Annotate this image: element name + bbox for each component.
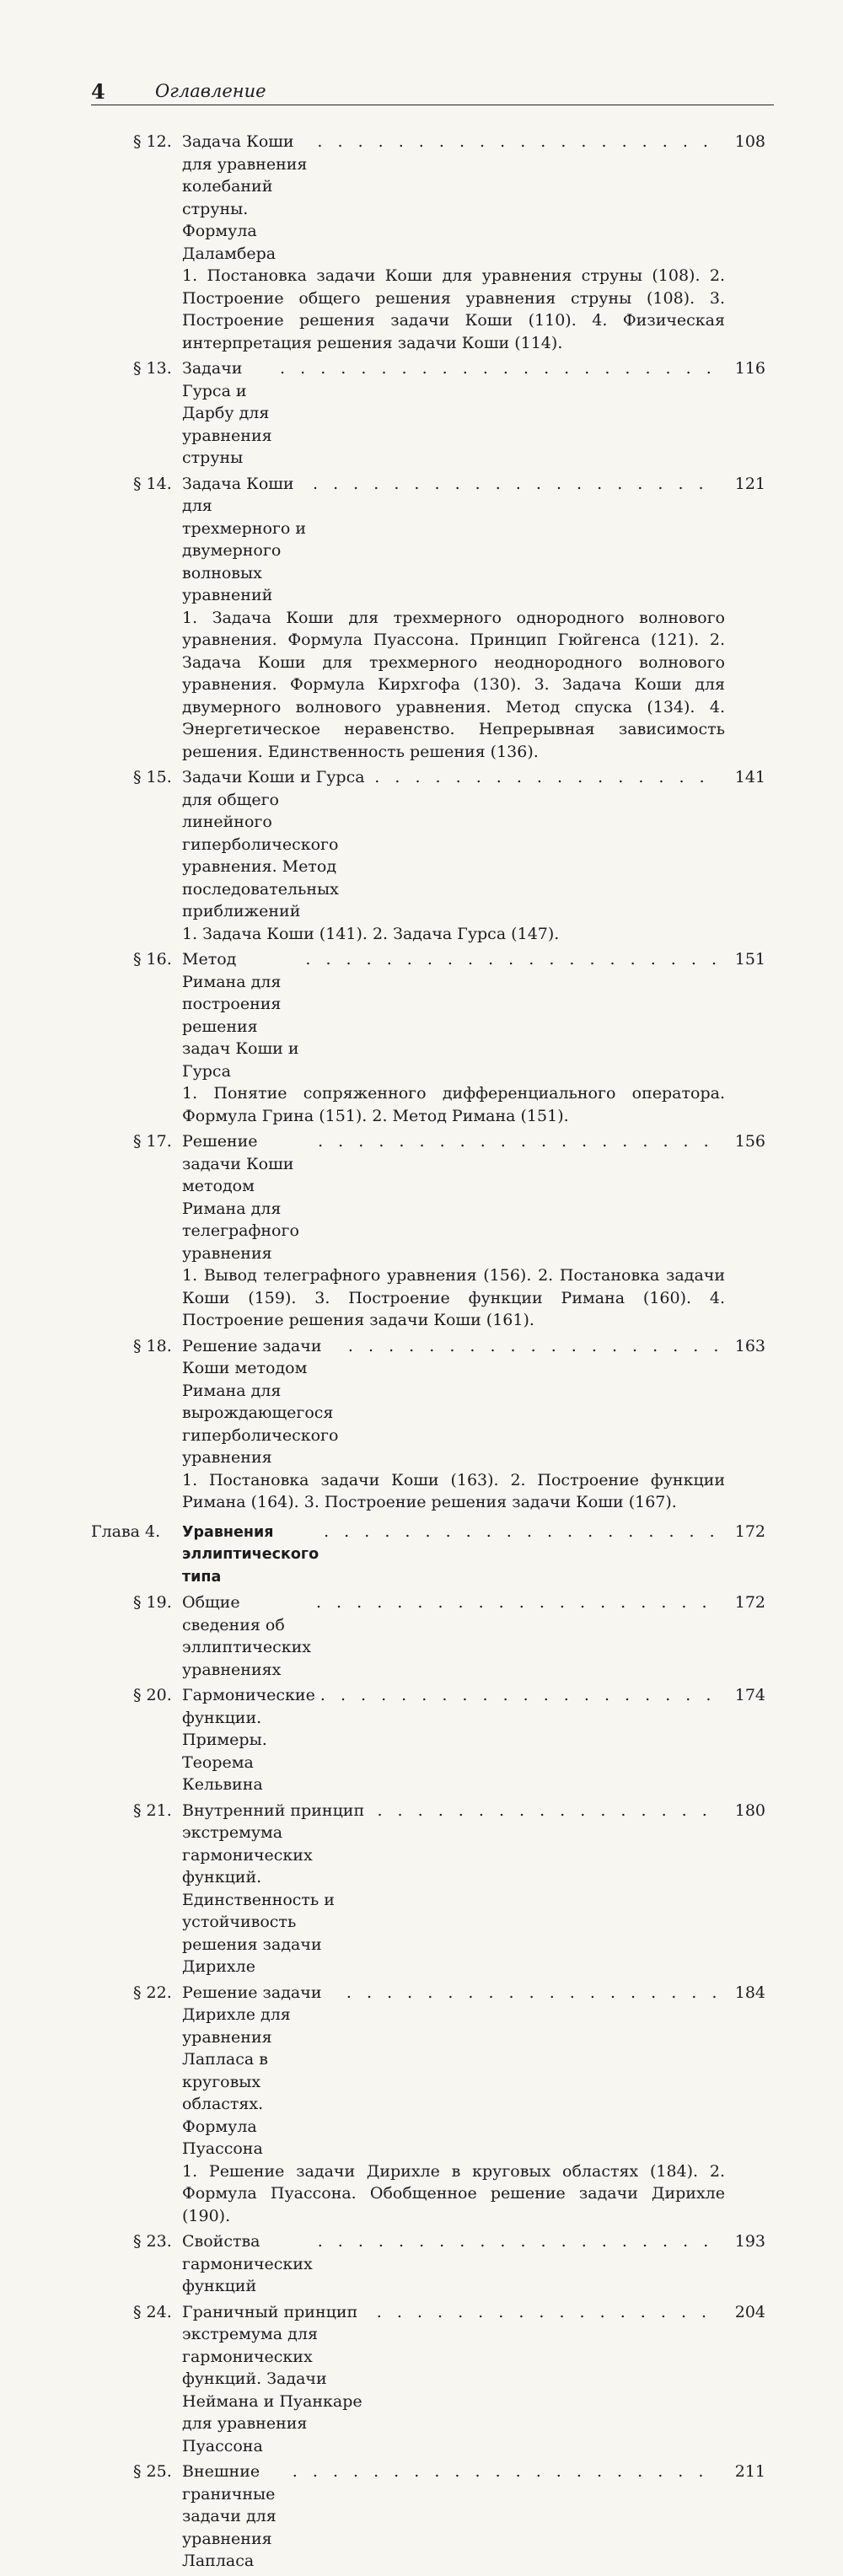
section-number: § 22. bbox=[133, 1983, 172, 2002]
table-of-contents bbox=[91, 131, 765, 2576]
subsection-list: 1. Постановка задачи Коши (163). 2. Построение функции Римана (164). 3. Построение решения задачи Коши (167). bbox=[182, 1470, 725, 1511]
section-page: 172 bbox=[734, 1593, 765, 1612]
section-page: 163 bbox=[734, 1336, 765, 1355]
toc-entry bbox=[91, 2301, 765, 2458]
section-page: 193 bbox=[734, 2232, 765, 2251]
subsection-list: 1. Задача Коши для трехмерного однородного волнового уравнения. Формула Пуассона. Принцип Гюйгенса (121). 2. Задача Коши для трехмерного неоднородного волнового уравнения. Формула Кирхгофа (130). 3. Задача Коши для двумерного волнового уравнения. Метод спуска (134). 4. Энергетическое неравенство. Непрерывная зависимость решения. Единственность решения (136). bbox=[182, 608, 725, 761]
subsection-list: 1. Решение задачи Дирихле в круговых областях (184). 2. Формула Пуассона. Обобщенное решение задачи Дирихле (190). bbox=[182, 2161, 725, 2225]
section-title: Свойства гармонических функций bbox=[182, 2232, 313, 2295]
toc-entry bbox=[91, 1130, 765, 1332]
toc-entry bbox=[91, 1982, 765, 2228]
running-title: Оглавление bbox=[155, 81, 266, 101]
toc-entry bbox=[91, 2230, 765, 2298]
section-title: Задача Коши для уравнения колебаний струны. Формула Даламбера bbox=[182, 132, 308, 263]
page-number: 4 bbox=[91, 79, 105, 104]
toc-entry bbox=[91, 948, 765, 1127]
subsection-list: 1. Задача Коши (141). 2. Задача Гурса (147). bbox=[182, 924, 560, 943]
section-title: Внешние граничные задачи для уравнения Лапласа bbox=[182, 2462, 277, 2570]
toc-entry bbox=[91, 131, 765, 354]
subsection-list: 1. Постановка задачи Коши для уравнения струны (108). 2. Построение общего решения уравнения струны (108). 3. Построение решения задачи Коши (110). 4. Физическая интерпретация решения задачи Коши (114). bbox=[182, 266, 725, 352]
toc-entry bbox=[91, 1335, 765, 1514]
section-number: § 17. bbox=[133, 1132, 172, 1151]
section-number: § 16. bbox=[133, 950, 172, 969]
toc-entry bbox=[91, 2461, 765, 2573]
section-number: § 12. bbox=[133, 132, 172, 151]
section-number: § 21. bbox=[133, 1801, 172, 1820]
section-title: Решение задачи Коши методом Римана для телеграфного уравнения bbox=[182, 1132, 299, 1263]
section-title: Гармонические функции. Примеры. Теорема Кельвина bbox=[182, 1686, 315, 1794]
section-page: 151 bbox=[734, 950, 765, 969]
section-title: Общие сведения об эллиптических уравнениях bbox=[182, 1593, 311, 1679]
toc-entry bbox=[91, 357, 765, 470]
section-page: 180 bbox=[734, 1801, 765, 1820]
section-number: § 13. bbox=[133, 359, 172, 378]
section-page: 184 bbox=[734, 1983, 765, 2002]
section-number: § 20. bbox=[133, 1686, 172, 1704]
section-title: Решение задачи Дирихле для уравнения Лапласа в круговых областях. Формула Пуассона bbox=[182, 1983, 322, 2158]
toc-entry bbox=[91, 1591, 765, 1681]
section-number: § 23. bbox=[133, 2232, 172, 2251]
section-title: Решение задачи Коши методом Римана для вырождающегося гиперболического уравнения bbox=[182, 1336, 339, 1467]
chapter-title: Уравнения эллиптического типа bbox=[182, 1523, 319, 1586]
section-page: 174 bbox=[734, 1686, 765, 1704]
section-number: § 14. bbox=[133, 474, 172, 493]
section-title: Внутренний принцип экстремума гармонических функций. Единственность и устойчивость решения задачи Дирихле bbox=[182, 1801, 365, 1976]
section-page: 141 bbox=[734, 768, 765, 786]
toc-entry bbox=[91, 766, 765, 945]
toc-entry bbox=[91, 1800, 765, 1978]
section-number: § 25. bbox=[133, 2462, 172, 2481]
section-page: 121 bbox=[734, 474, 765, 493]
section-number: § 18. bbox=[133, 1336, 172, 1355]
chapter-number: Глава 4. bbox=[91, 1521, 161, 1541]
toc-entry bbox=[91, 473, 765, 764]
toc-chapter bbox=[91, 1521, 765, 1589]
section-number: § 19. bbox=[133, 1593, 172, 1612]
section-page: 156 bbox=[734, 1132, 765, 1151]
section-page: 108 bbox=[734, 132, 765, 151]
section-page: 211 bbox=[734, 2462, 765, 2481]
subsection-list: 1. Вывод телеграфного уравнения (156). 2. Постановка задачи Коши (159). 3. Построение функции Римана (160). 4. Построение решения задачи Коши (161). bbox=[182, 1266, 725, 1329]
section-title: Задачи Гурса и Дарбу для уравнения струны bbox=[182, 359, 272, 467]
running-header bbox=[91, 78, 774, 105]
section-title: Граничный принцип экстремума для гармонических функций. Задачи Неймана и Пуанкаре для уравнения Пуассона bbox=[182, 2302, 362, 2455]
section-number: § 24. bbox=[133, 2302, 172, 2321]
toc-entry bbox=[91, 1684, 765, 1796]
subsection-list: 1. Понятие сопряженного дифференциального оператора. Формула Грина (151). 2. Метод Римана (151). bbox=[182, 1084, 725, 1125]
section-page: 116 bbox=[734, 359, 765, 378]
section-title: Метод Римана для построения решения задач Коши и Гурса bbox=[182, 950, 299, 1081]
section-title: Задачи Коши и Гурса для общего линейного гиперболического уравнения. Метод последовательных приближений bbox=[182, 768, 365, 920]
section-page: 204 bbox=[734, 2302, 765, 2321]
section-number: § 15. bbox=[133, 768, 172, 786]
section-title: Задача Коши для трехмерного и двумерного волновых уравнений bbox=[182, 474, 307, 604]
chapter-page: 172 bbox=[734, 1521, 765, 1541]
